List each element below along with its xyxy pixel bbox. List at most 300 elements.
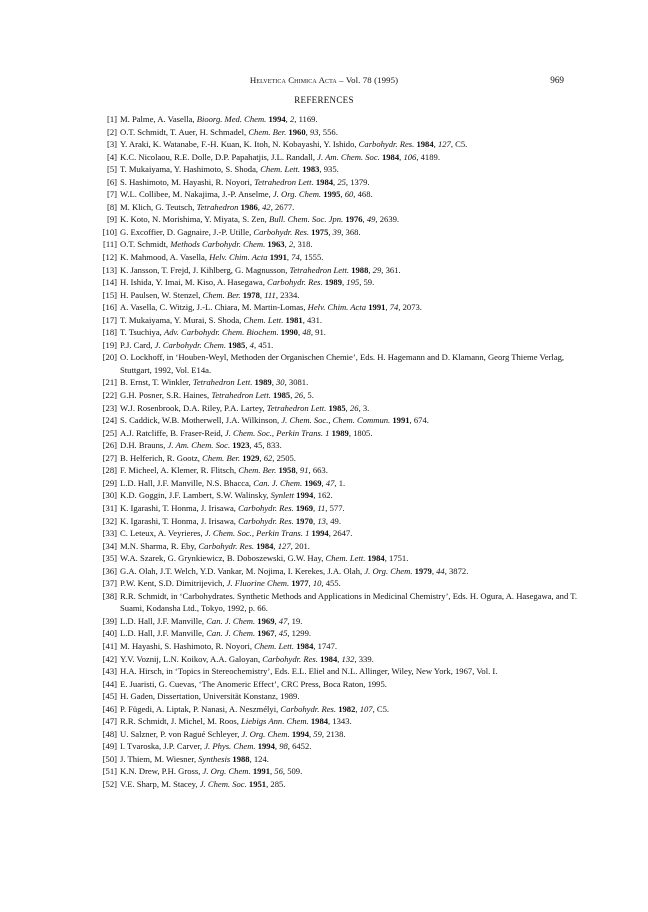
journal-title: Can. J. Chem.: [206, 615, 256, 626]
reference-text: F. Micheel, A. Klemer, R. Flitsch,: [120, 465, 239, 476]
reference-item: [101, 527, 591, 540]
journal-title: 42: [262, 201, 271, 212]
reference-item: [101, 276, 591, 289]
reference-text: ,: [286, 252, 292, 263]
journal-title: J. Am. Chem. Soc.: [167, 440, 231, 451]
reference-number: [30]: [102, 490, 117, 501]
reference-item: [101, 452, 591, 465]
journal-title: Carbohydr. Res.: [262, 653, 318, 664]
reference-text: ,: [271, 377, 276, 388]
reference-text: , 339.: [354, 653, 374, 664]
reference-number: [36]: [102, 565, 117, 576]
reference-text: O. Lockhoff, in ‘Houben-Weyl, Methoden der Organischen Chemie’, Eds. H. Hagemann and D. Klamann, Georg Thieme Verlag, Stuttgart, 1992, Vol. E14a.: [120, 352, 565, 375]
reference-item: [101, 439, 591, 452]
reference-number: [15]: [102, 289, 117, 300]
reference-text: K.D. Goggin, J.F. Lambert, S.W. Walinsky,: [120, 490, 271, 501]
reference-text: , 1805.: [348, 427, 373, 438]
reference-number: [34]: [102, 540, 117, 551]
reference-text: A. Vasella, C. Witzig, J.-L. Chiara, M. Martin-Lomas,: [120, 302, 308, 313]
reference-number: [12]: [102, 252, 117, 263]
publication-year: 1994: [268, 114, 286, 124]
reference-text: , 3.: [358, 402, 370, 413]
reference-number: [21]: [102, 377, 117, 388]
reference-number: [24]: [102, 415, 117, 426]
publication-year: 1991: [368, 302, 386, 313]
reference-item: [101, 515, 591, 528]
reference-text: , 4189.: [416, 151, 440, 162]
reference-text: , 45, 833.: [249, 440, 282, 451]
journal-title: 4: [249, 339, 254, 350]
page-number: 969: [550, 75, 564, 85]
journal-title: 195: [346, 277, 360, 288]
reference-text: O.T. Schmidt, T. Auer, H. Schmadel,: [120, 126, 249, 137]
reference-number: [46]: [102, 703, 117, 714]
reference-text: ,: [290, 390, 295, 401]
journal-title: J. Org. Chem.: [202, 766, 251, 777]
reference-item: [101, 715, 591, 728]
journal-title: J. Chem. Soc., Chem. Commun.: [281, 415, 391, 426]
reference-text: ,: [257, 201, 263, 212]
reference-number: [14]: [102, 277, 117, 288]
publication-year: 1984: [256, 540, 274, 551]
publication-year: 1984: [315, 176, 334, 187]
reference-text: ,: [274, 741, 280, 752]
journal-title: 93: [309, 126, 319, 137]
reference-number: [19]: [102, 339, 117, 350]
reference-number: [7]: [106, 189, 117, 200]
journal-title: 45: [278, 628, 288, 639]
reference-number: [45]: [102, 691, 117, 702]
journal-title: Chem. Ber.: [202, 289, 241, 300]
journal-title: 30: [276, 377, 285, 388]
reference-text: , 19.: [287, 615, 303, 626]
journal-title: J. Chem. Soc., Perkin Trans. 1: [204, 528, 310, 539]
journal-title: 127: [437, 139, 451, 150]
reference-text: , 6452.: [287, 741, 312, 752]
reference-text: Y. Araki, K. Watanabe, F.-H. Kuan, K. Itoh, N. Kobayashi, Y. Ishido,: [120, 139, 359, 150]
reference-text: ,: [337, 653, 342, 664]
publication-year: 1983: [302, 164, 320, 175]
reference-text: ,: [308, 578, 313, 589]
reference-text: ,: [328, 226, 333, 237]
reference-text: ,: [333, 176, 338, 187]
reference-text: Y.V. Voznij, L.N. Koikov, A.A. Galoyan,: [120, 653, 263, 664]
journal-title: J. Chem. Soc.: [199, 778, 247, 789]
reference-number: [44]: [102, 678, 117, 689]
journal-title: Tetrahedron Lett.: [192, 377, 253, 388]
reference-text: ,: [270, 766, 275, 777]
reference-text: ,: [274, 628, 279, 639]
journal-title: 10: [312, 578, 322, 589]
reference-item: [101, 126, 591, 139]
reference-text: , 1343.: [328, 716, 352, 727]
reference-item: [101, 427, 591, 440]
reference-text: ,: [259, 452, 264, 463]
reference-text: ,: [297, 327, 303, 338]
reference-item: [101, 289, 591, 302]
reference-text: G.H. Posner, S.R. Haines,: [120, 390, 212, 401]
journal-title: Can. J. Chem.: [253, 477, 303, 488]
publication-year: 1969: [295, 502, 314, 513]
reference-item: [101, 151, 591, 164]
reference-number: [37]: [102, 578, 117, 589]
reference-text: K.C. Nicolaou, R.E. Dolle, D.P. Papahatjis, J.L. Randall,: [120, 151, 318, 162]
publication-year: 1958: [278, 465, 296, 476]
reference-item: [101, 540, 591, 553]
journal-title: 2: [289, 114, 295, 124]
reference-item: [101, 339, 591, 352]
publication-year: 1967: [257, 628, 275, 639]
reference-text: K. Igarashi, T. Honma, J. Irisawa,: [120, 515, 239, 526]
reference-item: [101, 301, 591, 314]
reference-item: [101, 653, 591, 666]
reference-number: [38]: [102, 590, 117, 601]
reference-item: [101, 489, 591, 502]
journal-title: 62: [263, 452, 273, 463]
reference-text: A.J. Ratcliffe, B. Fraser-Reid,: [120, 427, 225, 438]
reference-item: [101, 402, 591, 415]
reference-number: [26]: [102, 440, 117, 451]
journal-title: 106: [403, 151, 417, 162]
reference-text: ,: [313, 502, 318, 513]
journal-title: Adv. Carbohydr. Chem. Biochem.: [163, 327, 279, 338]
reference-number: [6]: [106, 176, 117, 187]
reference-item: [101, 477, 591, 490]
journal-title: 29: [372, 264, 382, 275]
reference-number: [22]: [102, 390, 117, 401]
reference-number: [13]: [102, 264, 117, 275]
reference-text: , 1747.: [313, 640, 338, 651]
reference-number: [52]: [102, 778, 117, 789]
publication-year: 1991: [392, 415, 410, 426]
reference-item: [101, 552, 591, 565]
reference-number: [27]: [102, 452, 117, 463]
reference-text: , 674.: [409, 415, 429, 426]
reference-text: ,: [431, 565, 437, 576]
publication-year: 1984: [416, 139, 434, 150]
reference-text: P.W. Kent, S.D. Dimitrijevich,: [120, 578, 227, 589]
reference-text: , 663.: [308, 465, 328, 476]
publication-year: 1929: [242, 452, 260, 463]
reference-text: R.R. Schmidt, in ‘Carbohydrates. Synthetic Methods and Applications in Medicinal Chemistry’, Eds. H. Ogura, A. Hasegawa, and T. Suami, Kodansha Ltd., Tokyo, 1992, p. 66.: [120, 590, 577, 614]
journal-title: 56: [274, 766, 283, 777]
reference-text: D.H. Brauns,: [120, 440, 168, 451]
reference-text: , 2505.: [272, 452, 296, 463]
journal-title: 132: [341, 653, 355, 664]
reference-text: , 368.: [341, 226, 361, 237]
reference-text: H. Paulsen, W. Stenzel,: [120, 289, 203, 300]
reference-text: , 3872.: [444, 565, 469, 576]
reference-item: [101, 188, 591, 201]
reference-text: , C5.: [450, 139, 468, 150]
reference-number: [32]: [102, 515, 117, 526]
reference-number: [16]: [102, 302, 117, 313]
reference-text: K. Jansson, T. Frejd, J. Kihlberg, G. Magnusson,: [120, 264, 290, 275]
publication-year: 1976: [345, 214, 363, 225]
journal-title: J. Org. Chem.: [364, 565, 413, 576]
journal-title: Chem. Lett.: [325, 553, 366, 564]
reference-text: ,: [433, 139, 438, 150]
reference-text: , 468.: [353, 189, 373, 200]
reference-number: [51]: [102, 766, 117, 777]
publication-year: 1984: [320, 653, 338, 664]
reference-number: [48]: [102, 728, 117, 739]
journal-title: J. Org. Chem.: [241, 728, 290, 739]
publication-year: 1982: [338, 703, 356, 714]
reference-text: H. Ishida, Y. Imai, M. Kiso, A. Hasegawa,: [120, 277, 268, 288]
reference-number: [3]: [106, 139, 117, 150]
reference-text: T. Tsuchiya,: [120, 327, 164, 338]
reference-text: M. Hayashi, S. Hashimoto, R. Noyori,: [120, 640, 255, 651]
journal-title: J. Phys. Chem.: [204, 741, 256, 752]
publication-year: 1990: [280, 327, 298, 338]
reference-item: [101, 690, 591, 703]
reference-text: ,: [284, 239, 289, 250]
publication-year: 1986: [240, 201, 258, 212]
reference-item: [101, 615, 591, 628]
reference-text: ,: [345, 402, 350, 413]
reference-text: , 1.: [334, 477, 346, 488]
reference-item: [101, 213, 591, 226]
publication-year: 1985: [328, 402, 346, 413]
reference-text: ,: [399, 151, 404, 162]
reference-item: [101, 665, 591, 678]
reference-text: I. Tvaroska, J.P. Carver,: [120, 741, 205, 752]
reference-text: , 2334.: [275, 289, 300, 300]
reference-number: [42]: [102, 653, 117, 664]
journal-title: Tetrahedron Lett.: [289, 264, 350, 275]
reference-number: [5]: [106, 164, 117, 175]
running-header: [0, 75, 648, 91]
reference-text: ,: [245, 339, 250, 350]
reference-text: O.T. Schmidt,: [120, 239, 171, 250]
reference-text: S. Caddick, W.B. Motherwell, J.A. Wilkinson,: [120, 415, 282, 426]
journal-title: 47: [325, 477, 335, 488]
reference-text: , 285.: [266, 778, 286, 789]
reference-item: [101, 351, 591, 376]
reference-number: [1]: [106, 114, 117, 124]
reference-number: [25]: [102, 427, 117, 438]
reference-text: ,: [321, 477, 326, 488]
reference-text: ,: [355, 703, 360, 714]
publication-year: 1984: [381, 151, 400, 162]
reference-text: P.J. Card,: [120, 339, 155, 350]
reference-text: ,: [274, 615, 279, 626]
reference-text: G.A. Olah, J.T. Welch, Y.D. Vankar, M. Nojima, I. Kerekes, J.A. Olah,: [120, 565, 365, 576]
reference-text: W.A. Szarek, G. Grynkiewicz, B. Doboszewski, G.W. Hay,: [120, 553, 326, 564]
journal-title: J. Fluorine Chem.: [226, 578, 290, 589]
reference-text: , 49.: [325, 515, 341, 526]
journal-title: 59: [313, 728, 322, 739]
reference-text: ,: [385, 302, 390, 313]
journal-title: 74: [291, 252, 300, 263]
reference-item: [101, 138, 591, 151]
journal-title: Carbohydr. Res.: [198, 540, 255, 551]
reference-text: ,: [313, 515, 318, 526]
journal-title: 49: [366, 214, 376, 225]
journal-title: Bioorg. Med. Chem.: [196, 114, 267, 124]
reference-number: [8]: [106, 201, 117, 212]
journal-title: Carbohydr. Res.: [358, 139, 415, 150]
reference-text: , 431.: [302, 314, 323, 325]
publication-year: 1994: [257, 741, 275, 752]
reference-item: [101, 627, 591, 640]
reference-text: S. Hashimoto, M. Hayashi, R. Noyori,: [120, 176, 255, 187]
reference-item: [101, 728, 591, 741]
journal-title: 26: [294, 390, 304, 401]
journal-title: 111: [264, 289, 276, 300]
reference-number: [10]: [102, 226, 117, 237]
journal-title: Methods Carbohydr. Chem.: [170, 239, 266, 250]
journal-title: Tetrahedron: [196, 201, 239, 212]
reference-text: M.N. Sharma, R. Eby,: [120, 540, 199, 551]
reference-number: [17]: [102, 314, 117, 325]
journal-title: Helv. Chim. Acta: [307, 302, 367, 313]
reference-text: , 556.: [318, 126, 338, 137]
reference-text: , 2639.: [375, 214, 400, 225]
reference-text: H.A. Hirsch, in ‘Topics in Stereochemistry’, Eds. E.L. Eliel and N.L. Allinger, Wiley, New York, 1967, Vol. I.: [120, 666, 498, 677]
reference-text: ,: [342, 277, 347, 288]
journal-title: J. Chem. Soc., Perkin Trans. 1: [224, 427, 330, 438]
journal-title: 13: [317, 515, 326, 526]
reference-number: [9]: [106, 214, 117, 225]
reference-text: , 318.: [293, 239, 313, 250]
reference-item: [101, 577, 591, 590]
publication-year: 1991: [252, 766, 270, 777]
reference-number: [47]: [102, 716, 117, 727]
reference-text: T. Mukaiyama, Y. Hashimoto, S. Shoda,: [120, 164, 261, 175]
publication-year: 1988: [232, 753, 250, 764]
reference-text: , C5.: [372, 703, 390, 714]
reference-text: H. Gaden, Dissertation, Universität Konstanz, 1989.: [120, 691, 300, 702]
journal-title: 60: [344, 189, 354, 200]
reference-item: [101, 376, 591, 389]
reference-text: , 1751.: [384, 553, 409, 564]
reference-number: [31]: [102, 502, 117, 513]
reference-number: [50]: [102, 753, 117, 764]
publication-year: 1995: [323, 189, 341, 200]
journal-title: 39: [332, 226, 342, 237]
reference-text: L.D. Hall, J.F. Manville,: [120, 615, 207, 626]
reference-text: K. Igarashi, T. Honma, J. Irisawa,: [120, 502, 239, 513]
reference-text: M. Palme, A. Vasella,: [120, 114, 197, 124]
reference-list: [101, 113, 591, 791]
reference-item: [101, 226, 591, 239]
journal-title: 11: [317, 502, 326, 513]
reference-text: , 935.: [319, 164, 339, 175]
reference-number: [43]: [102, 666, 117, 677]
journal-title: Synlett: [270, 490, 294, 501]
reference-text: W.L. Collibee, M. Nakajima, J.-P. Anselme,: [120, 189, 273, 200]
journal-title: Can. J. Chem.: [206, 628, 256, 639]
reference-number: [29]: [102, 477, 117, 488]
reference-text: ,: [340, 189, 345, 200]
reference-text: , 5.: [303, 390, 314, 401]
reference-number: [39]: [102, 615, 117, 626]
journal-title: 98: [279, 741, 288, 752]
journal-name: Helvetica Chimica Acta: [249, 75, 337, 85]
reference-text: M. Klich, G. Teutsch,: [120, 201, 197, 212]
reference-text: C. Leteux, A. Veyrieres,: [120, 528, 205, 539]
reference-item: [101, 565, 591, 578]
publication-year: 1989: [324, 277, 342, 288]
reference-number: [11]: [103, 239, 117, 250]
reference-text: , 577.: [325, 502, 345, 513]
reference-text: , 59.: [359, 277, 375, 288]
reference-item: [101, 678, 591, 691]
reference-text: L.D. Hall, J.F. Manville, N.S. Bhacca,: [120, 477, 254, 488]
publication-year: 1991: [269, 252, 287, 263]
reference-text: R.R. Schmidt, J. Michel, M. Roos,: [120, 716, 242, 727]
reference-item: [101, 464, 591, 477]
journal-title: Liebigs Ann. Chem.: [241, 716, 309, 727]
journal-title: Carbohydr. Res.: [253, 226, 310, 237]
journal-title: Chem. Ber.: [202, 452, 241, 463]
journal-title: Chem. Ber.: [248, 126, 287, 137]
journal-title: J. Carbohydr. Chem.: [154, 339, 226, 350]
reference-text: , 451.: [253, 339, 274, 350]
reference-text: T. Mukaiyama, Y. Murai, S. Shoda,: [120, 314, 244, 325]
reference-text: J. Thiem, M. Wiesner,: [120, 753, 199, 764]
section-title: REFERENCES: [294, 95, 354, 105]
publication-year: 1970: [295, 515, 314, 526]
journal-volume: Vol. 78 (1995): [345, 75, 399, 85]
reference-item: [101, 502, 591, 515]
reference-item: [101, 176, 591, 189]
reference-text: G. Excoffier, D. Gagnaire, J.-P. Utille,: [120, 226, 254, 237]
publication-year: 1994: [291, 728, 309, 739]
journal-title: 25: [337, 176, 346, 187]
journal-running-title: Helvetica Chimica Acta – Vol. 78 (1995): [249, 75, 399, 85]
publication-year: 1988: [351, 264, 369, 275]
journal-title: 26: [349, 402, 359, 413]
reference-number: [23]: [102, 402, 117, 413]
reference-item: [101, 113, 591, 126]
reference-item: [101, 251, 591, 264]
journal-title: Chem. Lett.: [260, 164, 301, 175]
reference-number: [49]: [102, 741, 117, 752]
journal-title: 91: [299, 465, 309, 476]
reference-number: [28]: [102, 465, 117, 476]
reference-item: [101, 753, 591, 766]
journal-title: J. Org. Chem.: [272, 189, 322, 200]
reference-text: ,: [273, 540, 278, 551]
journal-title: 48: [302, 327, 311, 338]
reference-text: B. Helferich, R. Gootz,: [120, 452, 203, 463]
publication-year: 1960: [288, 126, 306, 137]
publication-year: 1975: [311, 226, 329, 237]
reference-text: K. Mahmood, A. Vasella,: [120, 252, 210, 263]
reference-text: , 509.: [282, 766, 303, 777]
publication-year: 1984: [310, 716, 329, 727]
publication-year: 1985: [228, 339, 246, 350]
journal-title: 127: [277, 540, 291, 551]
publication-year: 1963: [267, 239, 285, 250]
reference-text: L.D. Hall, J.F. Manville,: [120, 628, 207, 639]
publication-year: 1979: [414, 565, 432, 576]
publication-year: 1969: [304, 477, 322, 488]
journal-title: Chem. Lett.: [243, 314, 284, 325]
journal-title: Synthesis: [198, 753, 231, 764]
reference-text: , 124.: [249, 753, 269, 764]
publication-year: 1923: [232, 440, 250, 451]
reference-number: [4]: [106, 151, 117, 162]
reference-item: [101, 703, 591, 716]
reference-text: ,: [285, 114, 290, 124]
reference-item: [101, 778, 591, 791]
journal-title: Chem. Ber.: [238, 465, 277, 476]
publication-year: 1978: [242, 289, 260, 300]
